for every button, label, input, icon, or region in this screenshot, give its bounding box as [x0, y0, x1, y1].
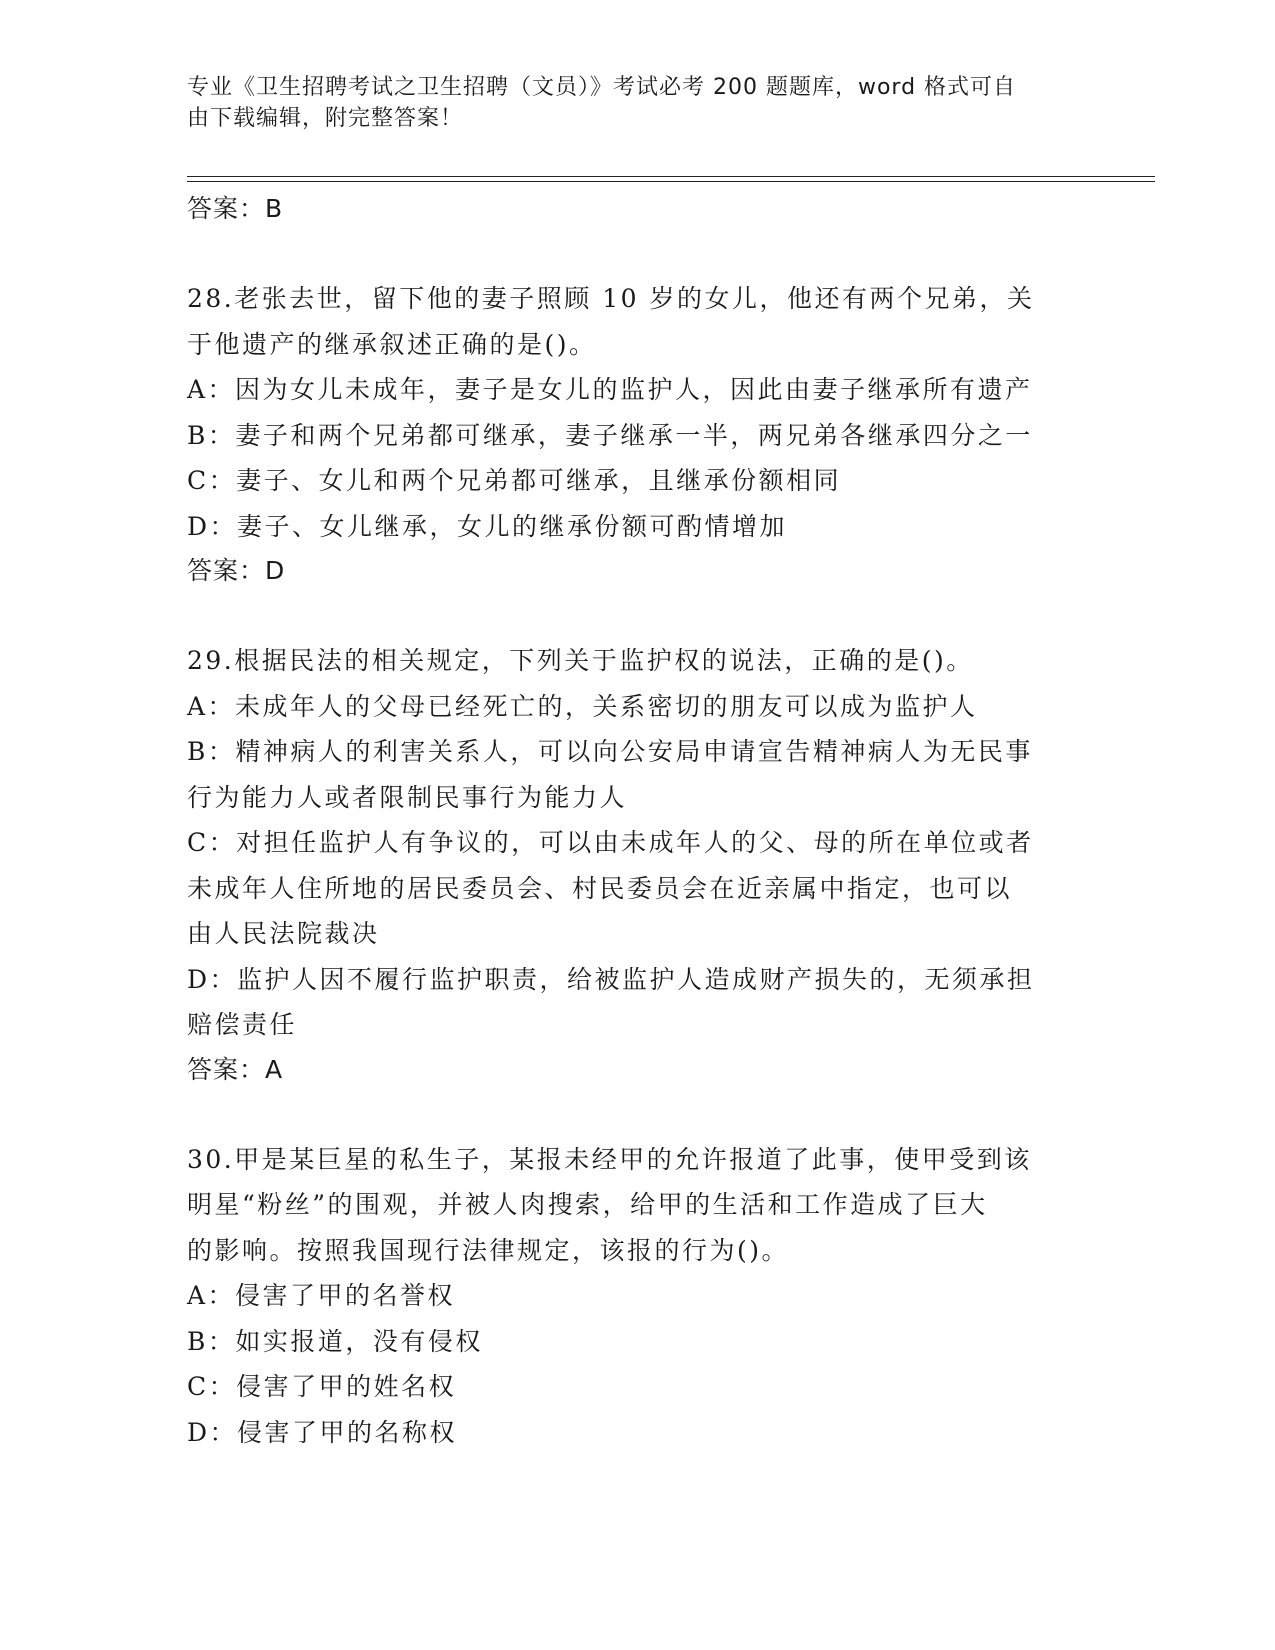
answer-key: 答案：D [187, 556, 286, 585]
option-line: D：监护人因不履行监护职责，给被监护人造成财产损失的，无须承担 [187, 964, 1035, 994]
question-stem-line: 30.甲是某巨星的私生子，某报未经甲的允许报道了此事，使甲受到该 [187, 1144, 1032, 1174]
answer-option-A [187, 684, 1067, 730]
question-29 [187, 638, 1067, 1137]
spacer [187, 231, 1067, 276]
option-line: A：未成年人的父母已经死亡的，关系密切的朋友可以成为监护人 [187, 691, 978, 721]
option-line: B：妻子和两个兄弟都可继承，妻子继承一半，两兄弟各继承四分之一 [187, 420, 1033, 450]
header-line-1: 专业《卫生招聘考试之卫生招聘（文员）》考试必考 200 题题库，word 格式可自 [187, 75, 1017, 100]
answer-option-B [187, 413, 1067, 459]
question-28 [187, 276, 1067, 638]
answer-option-A [187, 1273, 1067, 1319]
option-line: D：妻子、女儿继承，女儿的继承份额可酌情增加 [187, 511, 788, 541]
option-line: B：精神病人的利害关系人，可以向公安局申请宣告精神病人为无民事 [187, 737, 1033, 766]
previous-answer: 答案：B [187, 194, 284, 223]
option-line: 未成年人住所地的居民委员会、村民委员会在近亲属中指定，也可以 [187, 873, 1013, 903]
option-line: C：侵害了甲的姓名权 [187, 1372, 457, 1401]
option-line: 赔偿责任 [187, 1010, 298, 1039]
header-rule-bottom [187, 181, 1155, 182]
option-line: A：因为女儿未成年，妻子是女儿的监护人，因此由妻子继承所有遗产 [187, 375, 1033, 404]
answer-option-B [187, 729, 1067, 820]
option-line: 由人民法院裁决 [187, 919, 380, 948]
header-rule-top [187, 176, 1155, 177]
document-body [187, 187, 1067, 1455]
option-line: C：对担任监护人有争议的，可以由未成年人的父、母的所在单位或者 [187, 828, 1034, 857]
spacer [187, 593, 1067, 638]
answer-option-D [187, 1410, 1067, 1456]
question-stem-line: 的影响。按照我国现行法律规定，该报的行为()。 [187, 1235, 790, 1265]
answer-option-C [187, 820, 1067, 957]
question-list [187, 276, 1067, 1455]
answer-key: 答案：A [187, 1054, 284, 1084]
option-line: B：如实报道，没有侵权 [187, 1326, 483, 1356]
answer-option-C [187, 1364, 1067, 1410]
option-line: D：侵害了甲的名称权 [187, 1417, 458, 1447]
answer-option-C [187, 458, 1067, 504]
question-stem-line: 于他遗产的继承叙述正确的是()。 [187, 329, 597, 359]
question-stem-line: 明星“粉丝”的围观，并被人肉搜索，给甲的生活和工作造成了巨大 [187, 1190, 988, 1219]
option-line: 行为能力人或者限制民事行为能力人 [187, 782, 628, 812]
question-30 [187, 1137, 1067, 1456]
answer-option-D [187, 957, 1067, 1048]
option-line: C：妻子、女儿和两个兄弟都可继承，且继承份额相同 [187, 466, 842, 495]
answer-option-A [187, 367, 1067, 413]
spacer [187, 1092, 1067, 1137]
page-header [187, 72, 1067, 134]
header-line-2: 由下载编辑，附完整答案！ [187, 106, 464, 131]
answer-option-D [187, 504, 1067, 550]
answer-option-B [187, 1319, 1067, 1365]
option-line: A：侵害了甲的名誉权 [187, 1281, 456, 1310]
question-stem-line: 29.根据民法的相关规定，下列关于监护权的说法，正确的是()。 [187, 646, 974, 675]
question-stem-line: 28.老张去世，留下他的妻子照顾 10 岁的女儿，他还有两个兄弟，关 [187, 284, 1035, 313]
